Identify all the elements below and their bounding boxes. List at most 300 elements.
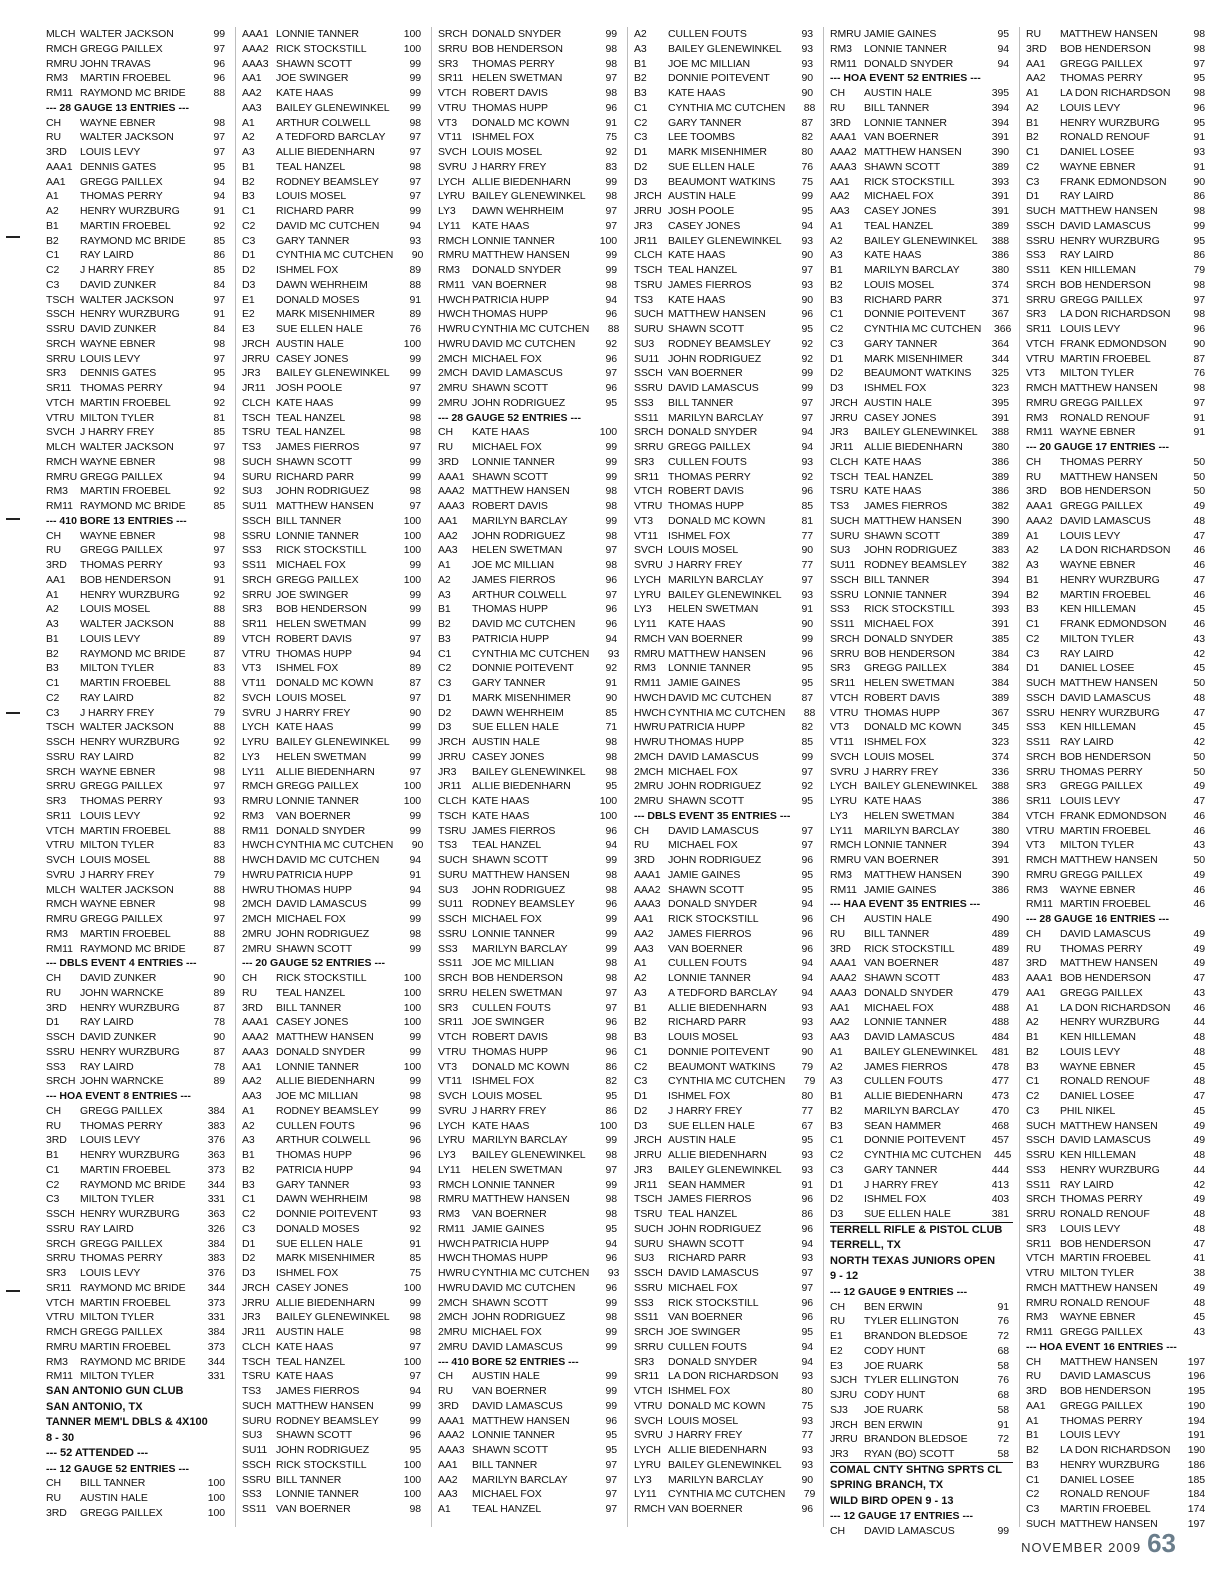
shooter-name: GREGG PAILLEX: [1060, 986, 1143, 999]
result-row: [46, 1266, 229, 1281]
shooter-name: SHAWN SCOTT: [864, 972, 941, 984]
score: 91: [213, 308, 225, 321]
class-code: C1: [1026, 618, 1040, 630]
result-row: [830, 735, 1013, 750]
score: 100: [403, 972, 421, 984]
result-row: [242, 1207, 425, 1222]
result-row: [46, 1281, 229, 1296]
result-row: [634, 366, 817, 381]
score: 97: [801, 1281, 813, 1294]
score: 98: [213, 529, 225, 542]
score: 77: [801, 529, 813, 542]
shooter-name: BAILEY GLENEWINKEL: [668, 1163, 782, 1176]
result-row: [1026, 396, 1209, 411]
result-row: [1026, 1222, 1209, 1237]
result-row: [634, 381, 817, 396]
score: 97: [605, 1488, 617, 1501]
result-row: [438, 1148, 621, 1163]
shooter-name: TEAL HANZEL: [668, 1208, 738, 1220]
class-code: LYRU: [438, 1134, 465, 1147]
shooter-name: LONNIE TANNER: [668, 972, 751, 984]
class-code: E1: [830, 1330, 843, 1342]
shooter-name: GREGG PAILLEX: [1060, 500, 1143, 512]
class-code: SURU: [634, 1237, 664, 1250]
score: 391: [991, 854, 1009, 866]
score: 366: [993, 323, 1012, 335]
shooter-name: ISHMEL FOX: [668, 1385, 731, 1397]
score: 92: [213, 588, 225, 601]
shooter-name: BOB HENDERSON: [1060, 750, 1151, 763]
shooter-name: CYNTHIA MC CUTCHEN: [668, 1075, 786, 1088]
class-code: C2: [830, 323, 844, 335]
shooter-name: DAVID LAMASCUS: [472, 367, 563, 380]
score: 93: [801, 1444, 813, 1456]
score: 93: [801, 1414, 813, 1427]
score: 95: [801, 1326, 813, 1338]
result-row: [634, 573, 817, 588]
score: 96: [801, 485, 813, 498]
result-row: [438, 824, 621, 839]
shooter-name: WAYNE EBNER: [1060, 1060, 1136, 1073]
result-row: [438, 470, 621, 485]
result-row: [634, 676, 817, 691]
class-code: A1: [46, 588, 59, 601]
result-row: [634, 1487, 817, 1502]
score: 47: [1193, 573, 1205, 586]
score: 49: [1193, 942, 1205, 955]
result-row: [242, 366, 425, 381]
result-row: [1026, 1045, 1209, 1060]
score: 68: [997, 1344, 1009, 1357]
class-code: C3: [438, 677, 452, 689]
class-code: CH: [634, 824, 649, 837]
result-row: [46, 366, 229, 381]
class-code: CH: [46, 116, 61, 129]
shooter-name: LOUIS LEVY: [1060, 1222, 1121, 1235]
shooter-name: GARY TANNER: [276, 1178, 350, 1191]
score: 363: [207, 1149, 225, 1161]
result-row: [830, 1344, 1013, 1359]
result-row: [242, 86, 425, 101]
score: 98: [605, 57, 617, 70]
result-row: [634, 278, 817, 293]
result-row: [46, 204, 229, 219]
class-code: A2: [46, 603, 59, 616]
score: 97: [409, 190, 421, 203]
class-code: 2MRU: [438, 1326, 468, 1338]
score: 100: [403, 1458, 421, 1471]
score: 197: [1187, 1355, 1205, 1368]
score: 49: [1193, 957, 1205, 970]
shooter-name: PATRICIA HUPP: [668, 721, 746, 734]
shooter-name: LOUIS MOSEL: [276, 691, 347, 704]
class-code: SVCH: [46, 426, 75, 439]
shooter-name: HENRY WURZBURG: [80, 736, 180, 748]
result-row: [46, 529, 229, 544]
result-row: [46, 1476, 229, 1491]
result-row: [1026, 617, 1209, 632]
result-row: [438, 661, 621, 676]
result-row: [830, 1133, 1013, 1148]
class-code: RM3: [242, 809, 264, 822]
score: 95: [1193, 116, 1205, 129]
score: 90: [213, 1031, 225, 1043]
score: 99: [605, 249, 617, 262]
score: 79: [801, 1060, 813, 1073]
score: 403: [991, 1193, 1009, 1206]
shooter-name: VAN BOERNER: [276, 809, 351, 822]
result-row: [242, 1074, 425, 1089]
class-code: 2MRU: [438, 1340, 468, 1353]
shooter-name: LONNIE TANNER: [472, 455, 555, 468]
shooter-name: RICHARD PARR: [864, 293, 942, 306]
result-row: [242, 293, 425, 308]
shooter-name: DONALD MOSES: [276, 1222, 360, 1235]
score: 99: [409, 588, 421, 601]
result-row: [46, 1506, 229, 1521]
score: 92: [409, 1222, 421, 1235]
shooter-name: TEAL HANZEL: [276, 986, 346, 999]
result-row: [438, 1192, 621, 1207]
score: 389: [991, 691, 1009, 704]
shooter-name: KATE HAAS: [472, 426, 530, 439]
result-row: [634, 824, 817, 839]
result-row: [438, 1502, 621, 1517]
class-code: C1: [1026, 1075, 1040, 1088]
shooter-name: MATTHEW HANSEN: [276, 500, 374, 512]
class-code: B3: [1026, 1060, 1039, 1073]
shooter-name: CULLEN FOUTS: [668, 455, 747, 468]
score: 97: [605, 588, 617, 601]
score: 92: [605, 337, 617, 350]
shooter-name: RICHARD PARR: [276, 470, 354, 483]
score: 388: [991, 234, 1009, 247]
score: 91: [409, 868, 421, 881]
result-row: [634, 647, 817, 662]
shooter-name: HENRY WURZBURG: [1060, 116, 1160, 129]
class-code: VTCH: [634, 485, 663, 498]
result-row: [438, 1414, 621, 1429]
result-row: [634, 71, 817, 86]
event-header: --- 12 GAUGE 9 ENTRIES ---: [830, 1285, 968, 1298]
class-code: B2: [242, 1163, 255, 1176]
class-code: RM11: [830, 883, 857, 896]
score: 94: [801, 1340, 813, 1353]
class-code: VTCH: [46, 396, 75, 409]
score: 96: [801, 913, 813, 925]
result-row: [1026, 352, 1209, 367]
score: 99: [409, 750, 421, 763]
result-row: [830, 720, 1013, 735]
score: 323: [991, 382, 1009, 394]
class-code: CLCH: [242, 1340, 271, 1353]
result-row: [830, 1163, 1013, 1178]
shooter-name: JOHN RODRIGUEZ: [668, 352, 762, 365]
class-code: JR3: [634, 219, 653, 232]
score: 45: [1193, 1060, 1205, 1073]
class-code: TSCH: [242, 1355, 271, 1368]
class-code: VTCH: [634, 1385, 663, 1397]
result-row: [438, 396, 621, 411]
result-row: [634, 986, 817, 1001]
result-row: [634, 1325, 817, 1340]
score: 389: [991, 470, 1009, 483]
result-row: [830, 455, 1013, 470]
class-code: A2: [1026, 1016, 1039, 1029]
result-row: [1026, 219, 1209, 234]
score: 99: [801, 190, 813, 203]
result-row: [634, 558, 817, 573]
score: 85: [213, 234, 225, 247]
shooter-name: WALTER JACKSON: [80, 441, 174, 453]
result-row: [438, 204, 621, 219]
class-code: SRRU: [634, 441, 664, 453]
shooter-name: FRANK EDMONDSON: [1060, 175, 1167, 188]
class-code: SURU: [830, 529, 860, 542]
class-code: LY3: [634, 1473, 652, 1486]
shooter-name: ISHMEL FOX: [472, 1075, 535, 1088]
shooter-name: BAILEY GLENEWINKEL: [864, 1045, 978, 1058]
score: 457: [991, 1134, 1009, 1147]
shooter-name: DONALD SNYDER: [472, 28, 562, 40]
result-row: [634, 853, 817, 868]
score: 99: [605, 264, 617, 276]
shooter-name: MARK MISENHIMER: [864, 352, 963, 365]
score: 100: [599, 1119, 617, 1132]
shooter-name: ISHMEL FOX: [472, 131, 535, 144]
score: 477: [991, 1075, 1009, 1088]
result-row: [438, 720, 621, 735]
shooter-name: CYNTHIA MC CUTCHEN: [864, 1149, 982, 1161]
score: 90: [801, 618, 813, 630]
class-code: B1: [830, 1090, 843, 1102]
score: 90: [411, 839, 424, 852]
class-code: 3RD: [46, 1134, 67, 1147]
shooter-name: DONNIE POITEVENT: [864, 1134, 966, 1147]
class-code: SSCH: [46, 736, 75, 748]
score: 96: [801, 1311, 813, 1324]
score: 90: [801, 72, 813, 85]
class-code: JR3: [242, 367, 261, 380]
result-row: [634, 411, 817, 426]
shooter-name: THOMAS HUPP: [472, 308, 548, 321]
class-code: RMCH: [830, 839, 862, 852]
score: 87: [409, 677, 421, 689]
score: 49: [1193, 500, 1205, 512]
result-row: [438, 307, 621, 322]
score: 91: [1193, 426, 1205, 439]
result-row: [1026, 337, 1209, 352]
score: 185: [1187, 1473, 1205, 1486]
shooter-name: JAMES FIERROS: [276, 1385, 360, 1397]
shooter-name: RICK STOCKSTILL: [668, 1296, 759, 1309]
shooter-name: MATTHEW HANSEN: [1060, 1119, 1158, 1132]
shooter-name: DANIEL LOSEE: [1060, 662, 1135, 675]
result-row: [830, 130, 1013, 145]
class-code: B2: [1026, 131, 1039, 144]
shooter-name: HENRY WURZBURG: [1060, 1016, 1160, 1029]
result-row: [438, 1104, 621, 1119]
shooter-name: WAYNE EBNER: [1060, 426, 1136, 439]
class-code: LY3: [830, 809, 848, 822]
shooter-name: PATRICIA HUPP: [472, 293, 550, 306]
score: 49: [1193, 1119, 1205, 1132]
club-heading: TERRELL, TX: [830, 1239, 901, 1252]
result-row: [242, 263, 425, 278]
class-code: C1: [242, 1193, 256, 1206]
result-row: [1026, 1369, 1209, 1384]
score: 97: [1193, 293, 1205, 306]
result-row: [438, 1458, 621, 1473]
score: 97: [409, 691, 421, 704]
class-code: AA1: [46, 573, 66, 586]
result-row: [830, 588, 1013, 603]
class-code: D1: [634, 146, 648, 158]
class-code: A3: [438, 588, 451, 601]
result-row: [242, 425, 425, 440]
shooter-name: RONALD RENOUF: [1060, 1075, 1150, 1088]
score: 87: [213, 942, 225, 955]
shooter-name: TEAL HANZEL: [668, 264, 738, 276]
score: 95: [605, 1090, 617, 1102]
event-header: --- DBLS EVENT 35 ENTRIES ---: [634, 809, 791, 822]
score: 41: [1193, 1252, 1205, 1265]
shooter-name: J HARRY FREY: [80, 706, 155, 719]
shooter-name: HELEN SWETMAN: [864, 677, 955, 689]
score: 93: [801, 1458, 813, 1471]
result-row: [830, 1148, 1013, 1163]
score: 331: [207, 1193, 225, 1206]
event-header: --- 12 GAUGE 17 ENTRIES ---: [830, 1510, 973, 1523]
score: 94: [605, 632, 617, 645]
class-code: CH: [242, 972, 257, 984]
result-row: [438, 956, 621, 971]
shooter-name: KATE HAAS: [668, 249, 726, 262]
result-row: [438, 293, 621, 308]
event-header: --- 410 BORE 52 ENTRIES ---: [438, 1355, 579, 1368]
class-code: SS11: [438, 957, 463, 970]
score: 95: [1193, 72, 1205, 85]
class-code: RMRU: [1026, 396, 1058, 409]
page-number: 63: [1147, 1528, 1176, 1558]
class-code: HWRU: [438, 323, 471, 335]
result-row: [438, 27, 621, 42]
event-header: --- 28 GAUGE 13 ENTRIES ---: [46, 101, 189, 114]
shooter-name: BEAUMONT WATKINS: [864, 367, 972, 380]
score: 390: [991, 146, 1009, 158]
shooter-name: JAMIE GAINES: [668, 677, 741, 689]
class-code: 2MCH: [438, 352, 468, 365]
score: 99: [409, 205, 421, 217]
class-code: RMRU: [242, 795, 274, 807]
result-row: [46, 440, 229, 455]
class-code: SRRU: [1026, 1208, 1056, 1220]
shooter-name: VAN BOERNER: [864, 854, 939, 866]
class-code: SR3: [46, 1267, 67, 1279]
class-code: SU3: [242, 1429, 263, 1442]
result-row: [634, 425, 817, 440]
class-code: JR11: [830, 441, 854, 453]
result-row: [1026, 1502, 1209, 1517]
score: 391: [991, 618, 1009, 630]
result-row: [46, 1296, 229, 1311]
result-row: [242, 1192, 425, 1207]
shooter-name: FRANK EDMONDSON: [1060, 618, 1167, 630]
class-code: SSCH: [46, 308, 75, 321]
score: 49: [1193, 1134, 1205, 1147]
class-code: SVCH: [46, 854, 75, 866]
result-row: [46, 1192, 229, 1207]
score: 82: [801, 721, 813, 734]
shooter-name: SHAWN SCOTT: [668, 323, 745, 335]
result-row: [634, 529, 817, 544]
shooter-name: KATE HAAS: [472, 1119, 530, 1132]
result-row: [438, 1399, 621, 1414]
score: 90: [801, 1045, 813, 1058]
result-row: [438, 1060, 621, 1075]
shooter-name: LOUIS MOSEL: [472, 1090, 543, 1102]
score: 45: [1193, 1104, 1205, 1117]
score: 98: [605, 1311, 617, 1324]
score: 98: [213, 455, 225, 468]
score: 99: [997, 1525, 1009, 1537]
score: 380: [991, 264, 1009, 276]
result-row: [438, 971, 621, 986]
shooter-name: JOSH POOLE: [668, 205, 735, 217]
shooter-name: CASEY JONES: [668, 219, 741, 232]
result-row: [438, 838, 621, 853]
class-code: HWRU: [438, 1267, 471, 1279]
score: 96: [605, 824, 617, 837]
class-code: 2MCH: [438, 1311, 468, 1324]
score: 96: [409, 1429, 421, 1442]
class-code: RMRU: [46, 1340, 78, 1353]
class-code: RM11: [438, 278, 465, 291]
class-code: 2MRU: [634, 780, 664, 793]
class-code: CLCH: [438, 795, 467, 807]
result-row: [242, 1030, 425, 1045]
shooter-name: LOUIS LEVY: [1060, 1429, 1121, 1442]
shooter-name: LOUIS MOSEL: [276, 190, 347, 203]
shooter-name: MATTHEW HANSEN: [668, 647, 766, 660]
class-code: SRCH: [634, 1326, 664, 1338]
class-code: VTCH: [438, 1031, 467, 1043]
result-row: [438, 1251, 621, 1266]
class-code: LY3: [634, 603, 652, 616]
score: 83: [213, 662, 225, 675]
shooter-name: GREGG PAILLEX: [80, 544, 163, 557]
score: 92: [605, 146, 617, 158]
shooter-name: HENRY WURZBURG: [1060, 1163, 1160, 1176]
score: 97: [213, 544, 225, 557]
result-row: [46, 853, 229, 868]
score: 90: [801, 249, 813, 262]
result-row: [830, 1207, 1013, 1222]
score: 45: [1193, 662, 1205, 675]
score: 489: [991, 942, 1009, 955]
shooter-name: MATTHEW HANSEN: [472, 485, 570, 498]
shooter-name: TYLER ELLINGTON: [864, 1374, 959, 1387]
result-row: [46, 189, 229, 204]
result-row: [46, 71, 229, 86]
result-row: [830, 824, 1013, 839]
result-row: [1026, 1487, 1209, 1502]
score: 94: [801, 441, 813, 453]
class-code: RU: [46, 1492, 61, 1504]
shooter-name: BEN ERWIN: [864, 1418, 923, 1431]
class-code: SSCH: [1026, 691, 1055, 704]
shooter-name: GREGG PAILLEX: [80, 1326, 163, 1338]
